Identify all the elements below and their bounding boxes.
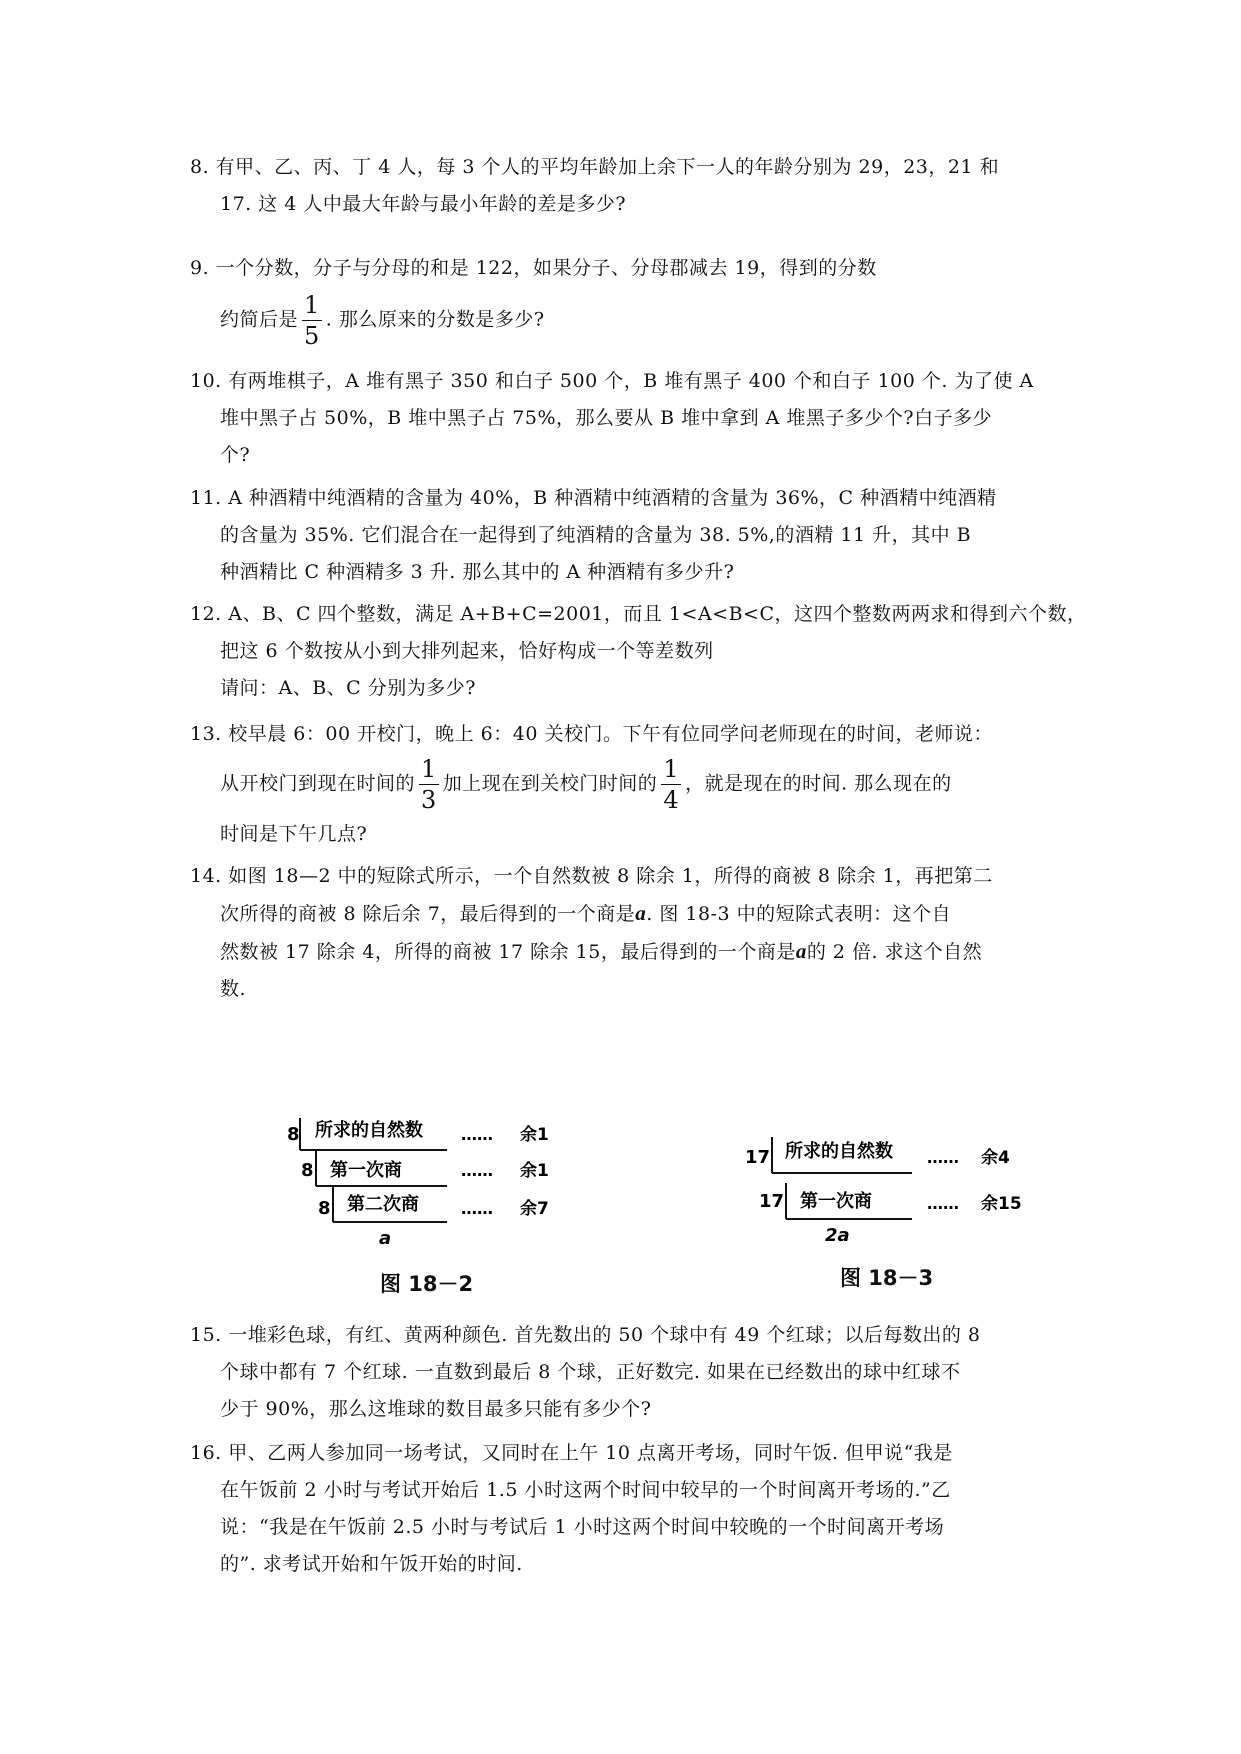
q14-line1: 14. 如图 18—2 中的短除式所示，一个自然数被 8 除余 1，所得的商被 8 除余 1，再把第二 — [190, 865, 993, 887]
fig2-row1-label: 所求的自然数 — [785, 1141, 893, 1162]
q10-line1: 10. 有两堆棋子，A 堆有黑子 350 和白子 500 个，B 堆有黑子 400 个和白子 100 个. 为了使 A — [190, 370, 1034, 392]
q14-line2-post: . 图 18-3 中的短除式表明：这个自 — [646, 903, 952, 925]
question-8 — [190, 149, 1070, 223]
fraction-one-quarter — [661, 757, 681, 812]
q8-line2: 17. 这 4 人中最大年龄与最小年龄的差是多少? — [220, 193, 627, 215]
figure-18-3-caption: 图 18－3 — [840, 1266, 934, 1290]
fig2-row2-dots: …… — [927, 1194, 959, 1213]
q13-line3: 时间是下午几点? — [220, 823, 368, 845]
fraction-denominator: 3 — [421, 786, 437, 814]
fig1-result: a — [379, 1228, 392, 1249]
fig1-row1-divisor: 8 — [287, 1124, 300, 1145]
fig1-row2-remainder: 余1 — [520, 1161, 549, 1181]
q14-line3-post: 的 2 倍. 求这个自然 — [806, 941, 983, 963]
fig2-row1-remainder: 余4 — [981, 1148, 1010, 1168]
fig1-row1-remainder: 余1 — [520, 1125, 549, 1145]
q13-line2-mid: 加上现在到关校门时间的 — [442, 772, 658, 795]
q11-line2: 的含量为 35%. 它们混合在一起得到了纯酒精的含量为 38. 5%,的酒精 11 升，其中 B — [220, 524, 972, 546]
q16-line2: 在午饭前 2 小时与考试开始后 1.5 小时这两个时间中较早的一个时间离开考场的.”乙 — [220, 1479, 951, 1501]
fraction-one-fifth — [302, 293, 322, 348]
q9-line2 — [190, 293, 1070, 348]
q9-line2-pre: 约简后是 — [220, 308, 299, 331]
q14-line3-pre: 然数被 17 除余 4，所得的商被 17 除余 15，最后得到的一个商是 — [220, 941, 796, 963]
fig1-row2-dots: …… — [461, 1161, 493, 1180]
q13-line2-pre: 从开校门到现在时间的 — [220, 772, 416, 795]
fig2-result: 2a — [825, 1225, 850, 1245]
fig1-row2-label: 第一次商 — [330, 1160, 402, 1181]
q12-line1: 12. A、B、C 四个整数，满足 A+B+C=2001，而且 1<A<B<C，这四个整数两两求和得到六个数， — [190, 603, 1087, 625]
figure-18-2-short-division — [275, 1110, 575, 1255]
fig1-row3-label: 第二次商 — [347, 1194, 419, 1215]
q14-line3 — [190, 933, 1070, 971]
q9-line2-post: . 那么原来的分数是多少? — [325, 308, 545, 331]
question-13 — [190, 716, 1070, 853]
q16-line4: 的”. 求考试开始和午饭开始的时间. — [220, 1553, 523, 1575]
q14-line2-pre: 次所得的商被 8 除后余 7，最后得到的一个商是 — [220, 903, 636, 925]
fraction-one-third — [419, 757, 439, 812]
fig2-row2-label: 第一次商 — [800, 1191, 872, 1212]
fraction-numerator: 1 — [663, 755, 680, 783]
fig2-row1-divisor: 17 — [745, 1147, 771, 1168]
variable-a: a — [635, 901, 647, 925]
fraction-denominator: 4 — [663, 786, 680, 814]
fig1-row2-divisor: 8 — [301, 1160, 314, 1181]
q12-line2: 把这 6 个数按从小到大排列起来，恰好构成一个等差数列 — [220, 640, 714, 662]
fig2-row2-divisor: 17 — [759, 1191, 785, 1212]
question-16 — [190, 1435, 1070, 1583]
q15-line3: 少于 90%，那么这堆球的数目最多只能有多少个? — [220, 1398, 652, 1420]
figure-18-3-short-division — [745, 1125, 1045, 1245]
q10-line3: 个? — [220, 444, 251, 466]
q15-line1: 15. 一堆彩色球，有红、黄两种颜色. 首先数出的 50 个球中有 49 个红球；以后每数出的 8 — [190, 1324, 981, 1346]
fig2-row2-remainder: 余15 — [981, 1194, 1022, 1214]
fig1-row1-label: 所求的自然数 — [315, 1120, 423, 1141]
question-9 — [190, 250, 1070, 348]
question-10 — [190, 363, 1070, 474]
fig1-row1-dots: …… — [461, 1125, 493, 1144]
q11-line3: 种酒精比 C 种酒精多 3 升. 那么其中的 A 种酒精有多少升? — [220, 561, 735, 583]
figure-18-2-caption: 图 18－2 — [380, 1272, 474, 1296]
q13-line1: 13. 校早晨 6：00 开校门，晚上 6：40 关校门。下午有位同学问老师现在的时间，老师说： — [190, 723, 993, 745]
q14-line4: 数. — [220, 978, 247, 1000]
fig1-row3-divisor: 8 — [318, 1198, 331, 1219]
fig2-row1-dots: …… — [927, 1148, 959, 1167]
fig1-row3-dots: …… — [461, 1199, 493, 1218]
variable-a: a — [795, 939, 807, 963]
q11-line1: 11. A 种酒精中纯酒精的含量为 40%，B 种酒精中纯酒精的含量为 36%，C 种酒精中纯酒精 — [190, 487, 997, 509]
fraction-numerator: 1 — [304, 291, 320, 319]
fig1-row3-remainder: 余7 — [520, 1199, 549, 1219]
q13-line2 — [190, 757, 1070, 812]
q15-line2: 个球中都有 7 个红球. 一直数到最后 8 个球，正好数完. 如果在已经数出的球中红球不 — [220, 1361, 961, 1383]
q8-line1: 8. 有甲、乙、丙、丁 4 人，每 3 个人的平均年龄加上余下一人的年龄分别为 29，23，21 和 — [190, 156, 1000, 178]
q16-line1: 16. 甲、乙两人参加同一场考试，又同时在上午 10 点离开考场，同时午饭. 但甲说“我是 — [190, 1442, 953, 1464]
fraction-denominator: 5 — [304, 322, 320, 350]
fraction-numerator: 1 — [421, 755, 437, 783]
q10-line2: 堆中黑子占 50%，B 堆中黑子占 75%，那么要从 B 堆中拿到 A 堆黑子多少个?白子多少 — [220, 407, 993, 429]
question-12 — [190, 596, 1087, 707]
q12-line3: 请问：A、B、C 分别为多少? — [220, 677, 476, 699]
q9-line1: 9. 一个分数，分子与分母的和是 122，如果分子、分母郡减去 19，得到的分数 — [190, 257, 877, 279]
question-11 — [190, 480, 1070, 591]
q16-line3: 说：“我是在午饭前 2.5 小时与考试后 1 小时这两个时间中较晚的一个时间离开考场 — [220, 1516, 945, 1538]
question-14 — [190, 858, 1070, 1008]
q14-line2 — [190, 895, 1070, 933]
q13-line2-post: ，就是现在的时间. 那么现在的 — [685, 772, 952, 795]
question-15 — [190, 1317, 1070, 1428]
